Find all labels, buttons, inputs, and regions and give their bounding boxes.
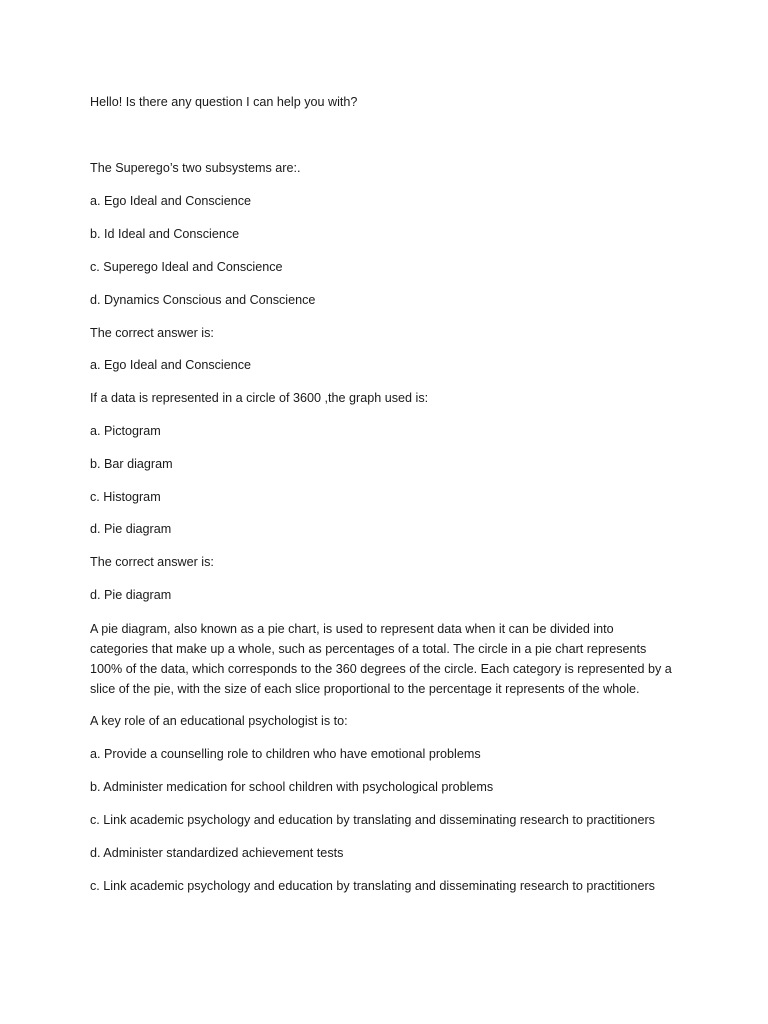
greeting-text: Hello! Is there any question I can help you with? <box>90 95 358 109</box>
question-1: The Superego’s two subsystems are:. <box>90 161 301 175</box>
q1-option-a: a. Ego Ideal and Conscience <box>90 194 252 208</box>
q3-option-b: b. Administer medication for school children with psychological problems <box>90 780 494 794</box>
q3-option-a: a. Provide a counselling role to children who have emotional problems <box>90 747 481 761</box>
q2-option-a: a. Pictogram <box>90 424 161 438</box>
q2-answer: d. Pie diagram <box>90 588 172 602</box>
q2-explanation: A pie diagram, also known as a pie chart, is used to represent data when it can be divided into categories that make up a whole, such as percentages of a total. The circle in a pie chart represents 100% of the data, which corresponds to the 360 degrees of the circle. Each category is represented by a slice of the pie, with the size of each slice proportional to the percentage it represents of the whole. <box>90 622 672 696</box>
q2-answer-label: The correct answer is: <box>90 555 214 569</box>
q3-answer: c. Link academic psychology and education by translating and disseminating research to practitioners <box>90 879 655 893</box>
q2-option-c: c. Histogram <box>90 490 161 504</box>
q1-answer: a. Ego Ideal and Conscience <box>90 358 252 372</box>
q2-option-d: d. Pie diagram <box>90 522 172 536</box>
question-3: A key role of an educational psychologist is to: <box>90 714 348 728</box>
q2-option-b: b. Bar diagram <box>90 457 173 471</box>
q3-option-c: c. Link academic psychology and education by translating and disseminating research to practitioners <box>90 813 655 827</box>
q1-answer-label: The correct answer is: <box>90 326 214 340</box>
q3-option-d: d. Administer standardized achievement tests <box>90 846 344 860</box>
q1-option-c: c. Superego Ideal and Conscience <box>90 260 283 274</box>
q1-option-b: b. Id Ideal and Conscience <box>90 227 240 241</box>
question-2: If a data is represented in a circle of 3600 ,the graph used is: <box>90 391 429 405</box>
q1-option-d: d. Dynamics Conscious and Conscience <box>90 293 316 307</box>
